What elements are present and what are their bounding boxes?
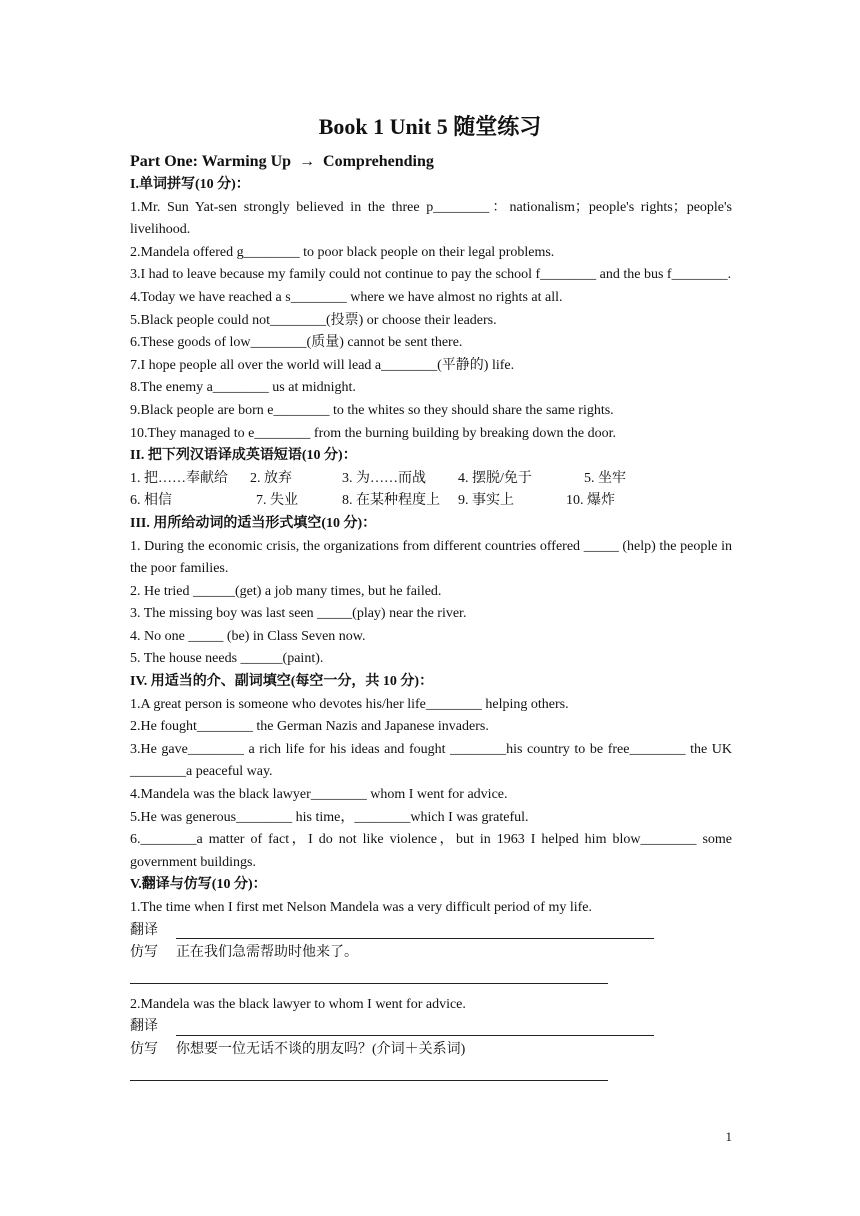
question-item: 10.They managed to e________ from the burning building by breaking down the door. xyxy=(130,425,617,441)
question-item: 9.Black people are born e________ to the whites so they should share the same rights. xyxy=(130,402,614,418)
translate-row-2 xyxy=(130,1016,732,1039)
phrase-item: 8. 在某种程度上 xyxy=(342,493,440,509)
question-item: 2. He tried ______(get) a job many times, but he failed. xyxy=(130,583,442,599)
question-item: 5. The house needs ______(paint). xyxy=(130,651,324,667)
section-5-heading: V.翻译与仿写(10 分)： xyxy=(130,877,267,893)
part-one-heading: Part One: Warming Up → Comprehending xyxy=(130,153,434,170)
translate-label: 翻译 xyxy=(130,922,158,938)
page-number: 1 xyxy=(725,1129,732,1144)
phrase-item: 10. 爆炸 xyxy=(566,493,615,509)
question-item: 2.Mandela offered g________ to poor black people on their legal problems. xyxy=(130,244,555,260)
answer-line xyxy=(130,965,608,984)
question-item: 3.I had to leave because my family could not continue to pay the school f________ and the bus f________. xyxy=(130,267,732,283)
imitate-label: 仿写 xyxy=(130,945,158,961)
question-item: 6.These goods of low________(质量) cannot be sent there. xyxy=(130,335,463,351)
phrase-row-1 xyxy=(130,468,732,491)
question-item: 2.He fought________ the German Nazis and Japanese invaders. xyxy=(130,719,489,735)
phrase-item: 3. 为……而战 xyxy=(342,470,426,486)
section-4-heading: IV. 用适当的介、副词填空(每空一分，共 10 分)： xyxy=(130,674,434,690)
question-item: 3.He gave________ a rich life for his ideas and fought ________his country to be free________ the UK ________a peaceful way. xyxy=(130,741,736,780)
question-item: 4.Mandela was the black lawyer________ whom I went for advice. xyxy=(130,787,508,803)
phrase-item: 9. 事实上 xyxy=(458,493,514,509)
answer-line xyxy=(176,922,654,939)
phrase-item: 1. 把……奉献给 xyxy=(130,470,228,486)
section-3-heading: III. 用所给动词的适当形式填空(10 分)： xyxy=(130,515,377,531)
phrase-item: 5. 坐牢 xyxy=(584,470,626,486)
question-item: 7.I hope people all over the world will lead a________(平静的) life. xyxy=(130,357,515,373)
imitate-row-2 xyxy=(130,1039,732,1062)
phrase-item: 7. 失业 xyxy=(256,493,298,509)
phrase-item: 6. 相信 xyxy=(130,493,172,509)
section-2-heading: II. 把下列汉语译成英语短语(10 分)： xyxy=(130,448,357,464)
imitate-prompt: 你想要一位无话不谈的朋友吗？(介词＋关系词) xyxy=(176,1041,466,1057)
question-item: 3. The missing boy was last seen _____(play) near the river. xyxy=(130,606,467,622)
phrase-row-2 xyxy=(130,490,732,513)
question-item: 5.He was generous________ his time，________which I was grateful. xyxy=(130,809,529,825)
question-item: 4.Today we have reached a s________ where we have almost no rights at all. xyxy=(130,289,563,305)
phrase-item: 2. 放弃 xyxy=(250,470,292,486)
exercise-content xyxy=(130,150,736,1085)
answer-line xyxy=(130,1062,608,1081)
translation-question-2: 2.Mandela was the black lawyer to whom I went for advice. xyxy=(130,996,466,1012)
translate-label: 翻译 xyxy=(130,1019,158,1035)
phrase-item: 4. 摆脱/免于 xyxy=(458,470,532,486)
imitate-row-1 xyxy=(130,942,732,965)
section-1-heading: I.单词拼写(10 分)： xyxy=(130,177,250,192)
question-item: 1. During the economic crisis, the organizations from different countries offered _____ (help) the people in the poor families. xyxy=(130,538,736,577)
question-item: 4. No one _____ (be) in Class Seven now. xyxy=(130,628,366,644)
page-title: Book 1 Unit 5 随堂练习 xyxy=(318,114,542,139)
question-item: 5.Black people could not________(投票) or choose their leaders. xyxy=(130,312,497,328)
question-item: 6.________a matter of fact，I do not like violence，but in 1963 I helped him blow________ some government buildings. xyxy=(130,832,736,870)
translate-row-1 xyxy=(130,920,732,943)
imitate-label: 仿写 xyxy=(130,1041,158,1057)
imitate-prompt: 正在我们急需帮助时他来了。 xyxy=(176,945,358,961)
question-item: 8.The enemy a________ us at midnight. xyxy=(130,380,356,396)
question-item: 1.Mr. Sun Yat-sen strongly believed in the three p________：nationalism；people's rights；people's livelihood. xyxy=(130,199,736,238)
question-item: 1.A great person is someone who devotes his/her life________ helping others. xyxy=(130,696,569,712)
answer-line xyxy=(176,1019,654,1036)
translation-question-1: 1.The time when I first met Nelson Mandela was a very difficult period of my life. xyxy=(130,900,592,915)
